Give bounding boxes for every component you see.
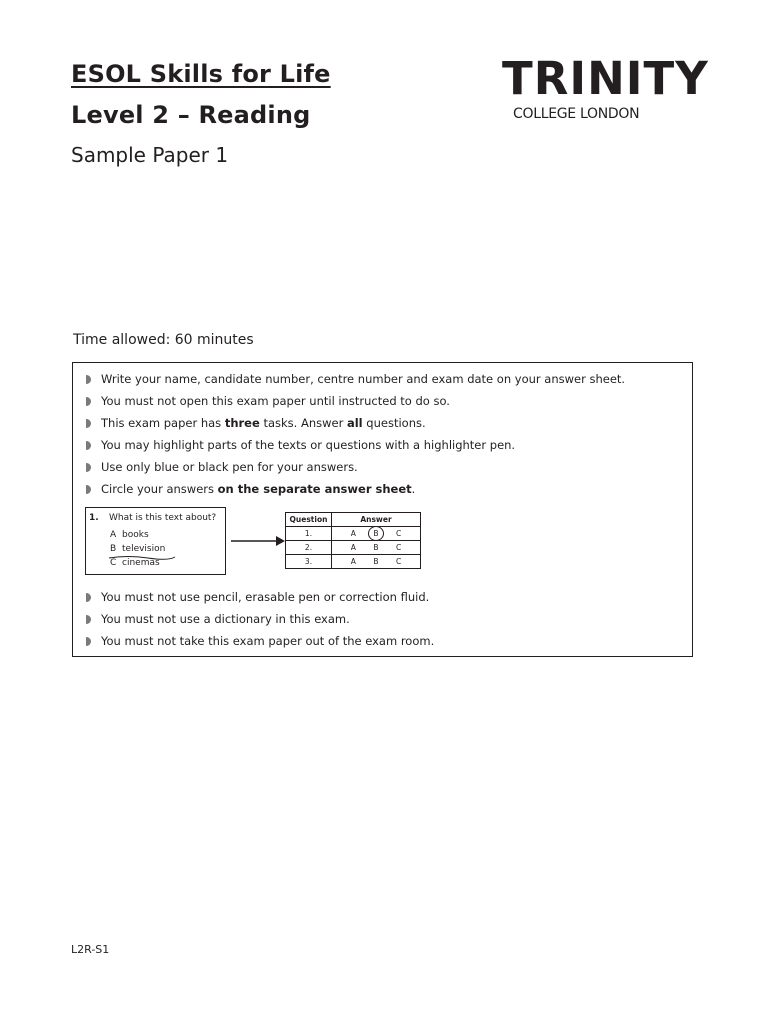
option-b-circled: B [369,529,383,538]
header-question: Question [286,513,332,527]
time-allowed-value: 60 minutes [174,332,254,348]
example-option: C cinemas [110,558,160,568]
instructions-list-top [85,369,625,501]
answer-row [286,527,421,541]
trinity-logo [502,52,709,126]
option-b: B [373,543,379,552]
option-a: A [350,529,356,538]
page-title: ESOL Skills for Life [71,60,331,88]
instruction-item: This exam paper has three tasks. Answer all questions. [85,413,625,435]
bullet-icon [86,375,91,384]
bullet-icon [86,463,91,472]
bullet-icon [86,419,91,428]
example-question-number: 1. [89,513,99,523]
answer-row-question: 3. [286,555,332,569]
answer-row-options [332,555,421,569]
instruction-item: You must not open this exam paper until instructed to do so. [85,391,625,413]
instructions-box [72,362,693,657]
header-answer: Answer [332,513,421,527]
instructions-list-bottom [85,587,434,653]
example-question-text: What is this text about? [109,513,217,523]
bullet-icon [86,593,91,602]
answer-row [286,555,421,569]
instruction-item: You must not take this exam paper out of the exam room. [85,631,434,653]
option-c: C [396,529,402,538]
instruction-item: You must not use a dictionary in this exam. [85,609,434,631]
option-b: B [373,557,379,566]
right-arrow-icon [230,535,285,547]
logo-wordmark: TRINITY [502,52,709,105]
underline-mark [108,554,176,560]
option-c: C [396,543,402,552]
option-a: A [350,543,356,552]
answer-row-options [332,541,421,555]
bullet-icon [86,441,91,450]
bullet-icon [86,637,91,646]
answer-table-header [286,513,421,527]
example-question [85,507,226,575]
instruction-item: You may highlight parts of the texts or questions with a highlighter pen. [85,435,625,457]
answer-row-options [332,527,421,541]
paper-subtitle: Sample Paper 1 [71,143,229,167]
bullet-icon [86,615,91,624]
instruction-item: Use only blue or black pen for your answers. [85,457,625,479]
bullet-icon [86,485,91,494]
example-option: B television [110,544,166,554]
instruction-item: Write your name, candidate number, centre number and exam date on your answer sheet. [85,369,625,391]
example-option: A books [110,530,149,540]
instruction-item: You must not use pencil, erasable pen or correction fluid. [85,587,434,609]
option-c: C [396,557,402,566]
answer-row-question: 1. [286,527,332,541]
time-allowed [73,332,254,348]
time-allowed-label: Time allowed: [73,332,171,348]
answer-row-question: 2. [286,541,332,555]
logo-subtitle: COLLEGE LONDON [513,106,640,122]
bullet-icon [86,397,91,406]
option-a: A [350,557,356,566]
paper-code: L2R-S1 [71,943,110,956]
answer-row [286,541,421,555]
answer-sheet-table [285,512,421,569]
instruction-item: Circle your answers on the separate answer sheet. [85,479,625,501]
level-title: Level 2 – Reading [71,101,311,129]
